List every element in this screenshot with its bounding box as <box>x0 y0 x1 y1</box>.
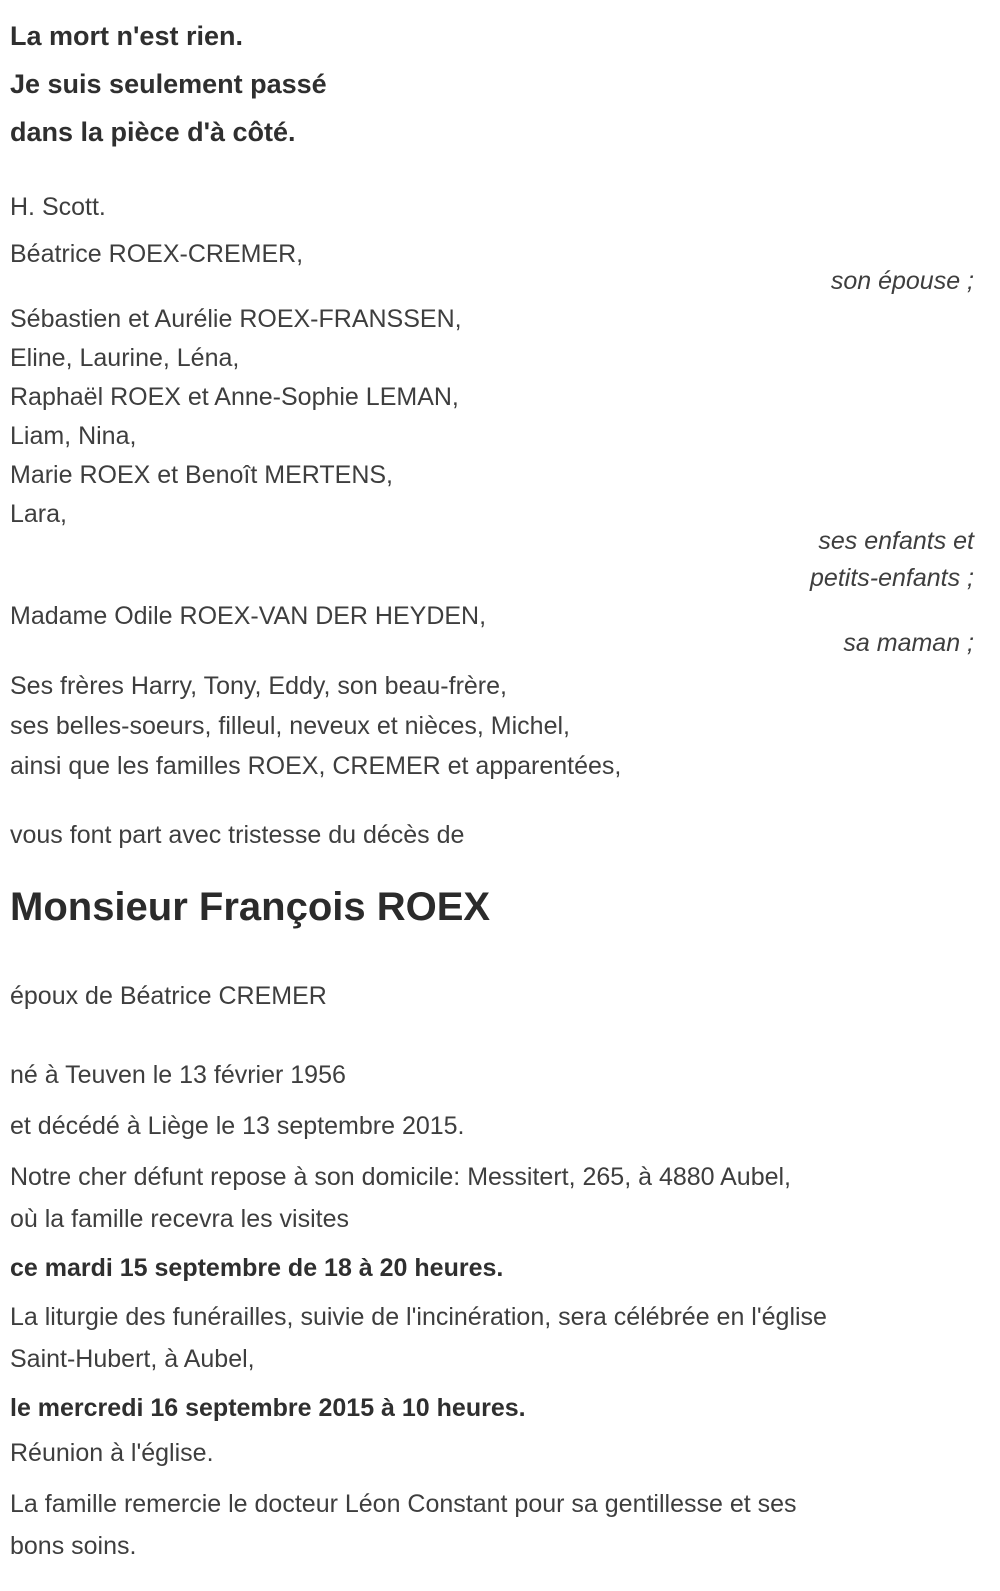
children-relation <box>10 523 988 597</box>
mother-relation: sa maman ; <box>843 629 974 657</box>
child-name-line: Sébastien et Aurélie ROEX-FRANSSEN, <box>10 305 462 333</box>
child-name-line: Eline, Laurine, Léna, <box>10 344 240 372</box>
epigraph <box>10 12 988 156</box>
liturgy-time-line: le mercredi 16 septembre 2015 à 10 heures. <box>10 1394 526 1422</box>
spouse-of-line: époux de Béatrice CREMER <box>10 982 327 1010</box>
death-line: et décédé à Liège le 13 septembre 2015. <box>10 1112 465 1140</box>
epigraph-line: Je suis seulement passé <box>10 69 327 99</box>
children-relation-line: petits-enfants ; <box>810 564 974 592</box>
extended-family <box>10 666 988 786</box>
extended-family-line: Ses frères Harry, Tony, Eddy, son beau-frère, <box>10 672 507 700</box>
repose-line: Notre cher défunt repose à son domicile: Messitert, 265, à 4880 Aubel, <box>10 1163 792 1191</box>
announcement-intro: vous font part avec tristesse du décès de <box>10 821 465 849</box>
birth-line: né à Teuven le 13 février 1956 <box>10 1061 346 1089</box>
thanks-line: La famille remercie le docteur Léon Constant pour sa gentillesse et ses <box>10 1490 797 1518</box>
spouse-name: Béatrice ROEX-CREMER, <box>10 240 304 268</box>
visit-time-line: ce mardi 15 septembre de 18 à 20 heures. <box>10 1254 504 1282</box>
spouse-relation: son épouse ; <box>830 267 974 295</box>
children-names <box>10 300 988 534</box>
thanks-paragraph <box>10 1483 988 1567</box>
repose-paragraph <box>10 1156 988 1240</box>
child-name-line: Liam, Nina, <box>10 422 137 450</box>
epigraph-line: dans la pièce d'à côté. <box>10 117 296 147</box>
child-name-line: Lara, <box>10 500 67 528</box>
liturgy-line: Saint-Hubert, à Aubel, <box>10 1345 255 1373</box>
mother-name: Madame Odile ROEX-VAN DER HEYDEN, <box>10 602 487 630</box>
deceased-name: Monsieur François ROEX <box>10 885 491 929</box>
extended-family-line: ainsi que les familles ROEX, CREMER et apparentées, <box>10 752 622 780</box>
child-name-line: Raphaël ROEX et Anne-Sophie LEMAN, <box>10 383 459 411</box>
child-name-line: Marie ROEX et Benoît MERTENS, <box>10 461 393 489</box>
children-relation-line: ses enfants et <box>818 527 974 555</box>
epigraph-attribution: H. Scott. <box>10 193 106 221</box>
liturgy-line: La liturgie des funérailles, suivie de l'incinération, sera célébrée en l'église <box>10 1303 827 1331</box>
liturgy-paragraph <box>10 1296 988 1380</box>
extended-family-line: ses belles-soeurs, filleul, neveux et nièces, Michel, <box>10 712 570 740</box>
epigraph-line: La mort n'est rien. <box>10 21 243 51</box>
meeting-line: Réunion à l'église. <box>10 1439 214 1467</box>
repose-line: où la famille recevra les visites <box>10 1205 350 1233</box>
thanks-line: bons soins. <box>10 1532 137 1560</box>
